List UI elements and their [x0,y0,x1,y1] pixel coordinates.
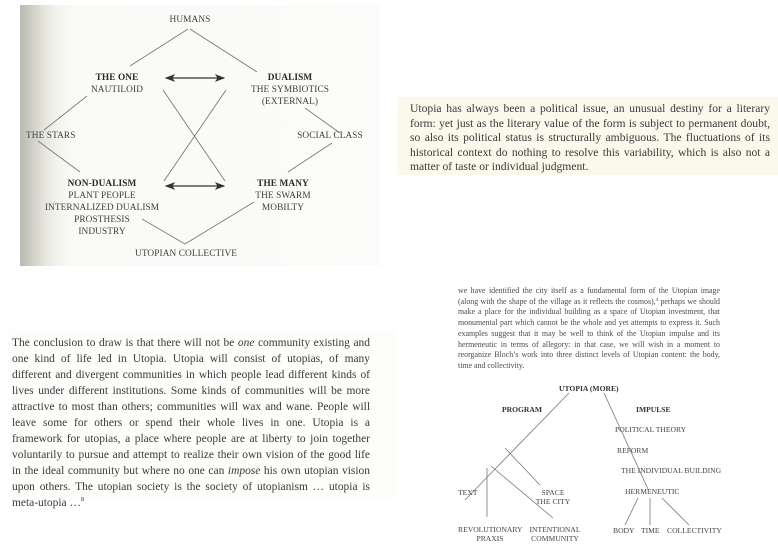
node-line: NAUTILOID [90,85,144,95]
node-title: NON-DUALISM [67,179,137,189]
node-title: THE ONE [95,73,139,83]
diagram-node-social-class: SOCIAL CLASS [297,131,363,141]
text-segment: community existing and one kind of life led in Utopia. Utopia will consist of utopias, of many different and divergent communities in which people lead different kinds of lives under different institutions. Some kinds of communities will be more attractive to most than others; communities will wax and wane. People will leave some for others or spend their whole lives in one. Utopia is a framework for utopias, a place where people are at liberty to join together voluntarily to pursue and attempt to realize their own vision of the good life in the ideal community but where no one can [12,337,370,477]
diagram-node-dualism [240,72,340,108]
footnote-marker: 8 [80,496,85,503]
node-line: MOBILTY [261,203,305,213]
tree-node-program: PROGRAM [502,405,543,414]
utopia-diagram-scan [20,5,380,266]
diagram-node-humans: HUMANS [169,15,211,25]
diagram-node-the-one [72,72,162,96]
text-segment: perhaps we should make a place for the individual building as a space of Utopian investment, that monumental part which cannot be the whole and yet attempts to express it. Such examples suggest that it may be well to think of the Utopian impulse and its hermeneutic in terms of allegory: in that case, we will wish in a moment to reorganize Bloch’s work into three distinct levels of Utopian content: the body, time and collectivity. [458,296,720,370]
node-line: PROSTHESIS [74,215,130,225]
label-line: INTENTIONAL [529,525,581,534]
node-line: INDUSTRY [78,227,126,237]
diagram-node-the-many [248,178,318,214]
node-title: THE MANY [257,179,309,189]
footnote-marker: 4 [655,297,659,303]
diagram-node-non-dualism [42,178,162,238]
tree-node-body: BODY [613,526,635,535]
node-title: DUALISM [267,73,313,83]
tree-node-root: UTOPIA (MORE) [559,384,619,393]
tree-node-impulse: IMPULSE [636,405,671,414]
tree-node-time: TIME [641,526,660,535]
tree-node-intentional-community [529,525,581,543]
node-line: (EXTERNAL) [261,97,319,107]
emphasis-impose: impose [227,465,261,477]
node-line: INTERNALIZED DUALISM [44,203,160,213]
tree-lines [455,285,778,552]
tree-node-political-theory: POLITICAL THEORY [615,425,687,434]
diagram-node-utopian-collective: UTOPIAN COLLECTIVE [135,249,238,259]
label-line: THE CITY [535,497,571,506]
label-line: COMMUNITY [531,534,579,543]
tree-node-reform: REFORM [617,446,649,455]
text-segment: The conclusion to draw is that there will not be [12,337,238,349]
quote-politics-scan [398,97,778,175]
text-segment: we have identified the city itself as a fundamental form of the Utopian image (along with the shape of the village as it reflects the cosmos), [458,286,720,306]
tree-node-individual-building: THE INDIVIDUAL BUILDING [621,466,722,475]
quote-politics-text: Utopia has always been a political issue, an unusual destiny for a literary form: yet just as the literary value of the form is subject to permanent doubt, so also its political status is structurally ambiguous. The fluctuations of its historical context do nothing to resolve this variability, which is also not a matter of taste or individual judgment. [410,102,770,173]
quote-framework-scan [10,330,397,509]
node-line: THE SWARM [255,191,311,201]
utopia-tree-scan [455,285,778,552]
label-line: SPACE [541,488,565,497]
emphasis-one: one [237,337,255,349]
tree-node-space-the-city [527,488,579,506]
quote-framework-text [12,335,370,511]
label-line: PRAXIS [476,534,504,543]
tree-node-hermeneutic: HERMENEUTIC [625,487,680,496]
text-segment: his own utopian vision upon others. The utopian society is the society of utopianism … utopia is meta-utopia … [12,465,370,509]
tree-node-text: TEXT [458,488,478,497]
diagram-node-the-stars: THE STARS [26,131,76,141]
node-line: PLANT PEOPLE [68,191,136,201]
tree-node-revolutionary-praxis [458,525,522,543]
label-line: REVOLUTIONARY [458,525,523,534]
tree-node-collectivity: COLLECTIVITY [667,526,722,535]
node-line: THE SYMBIOTICS [250,85,330,95]
